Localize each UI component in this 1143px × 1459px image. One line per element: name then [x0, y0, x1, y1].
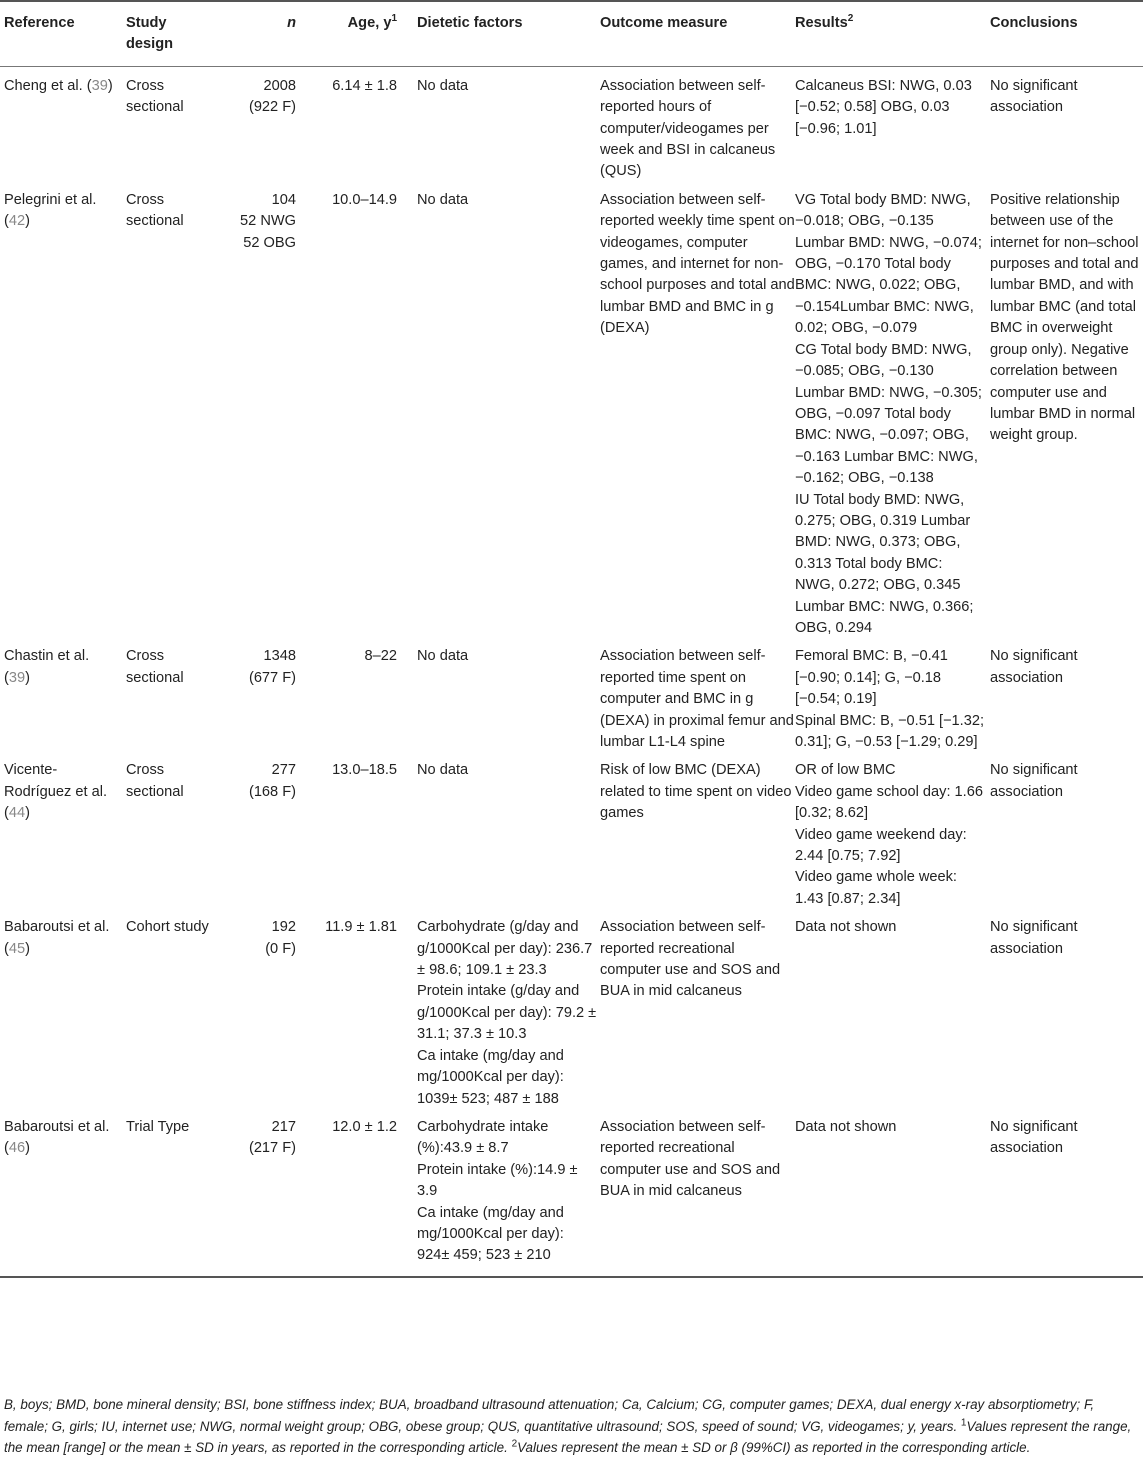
- header-dietetic-factors: Dietetic factors: [411, 1, 600, 66]
- outcome-text: Association between self-reported time spent on computer and BMC in g (DEXA) in proximal femur and lumbar L1-L4 spine: [600, 648, 794, 750]
- study-design-text: Cross sectional: [126, 648, 184, 686]
- cell-reference: Cheng et al. (39): [4, 77, 113, 94]
- footnote-mark-2: 2: [511, 1438, 518, 1450]
- cell-age: [310, 1113, 411, 1277]
- age-text: 13.0–18.5: [332, 762, 397, 779]
- cell-dietetic-factors: [411, 756, 600, 913]
- cell-conclusions: [990, 186, 1143, 643]
- cell-sample-size: [214, 913, 310, 1113]
- cell-outcome-measure: [600, 66, 795, 186]
- table-footnote: [4, 1394, 1139, 1459]
- sample-size-line: (922 F): [248, 99, 296, 116]
- header-study-design: Study design: [118, 1, 214, 66]
- results-line: Data not shown: [795, 1118, 897, 1135]
- cell-reference: Vicente-Rodríguez et al. (44): [4, 762, 108, 822]
- table-row: [0, 642, 1143, 756]
- conclusions-text: No significant association: [990, 919, 1078, 957]
- age-text: 6.14 ± 1.8: [332, 77, 397, 94]
- cell-outcome-measure: [600, 1113, 795, 1277]
- results-line: OR of low BMC: [795, 762, 896, 779]
- results-line: CG Total body BMD: NWG, −0.085; OBG, −0.130 Lumbar BMD: NWG, −0.305; OBG, −0.097 Total body BMC: NWG, −0.097; OBG, −0.163 Lumbar BMC: NWG, −0.162; OBG, −0.138: [795, 341, 982, 487]
- sample-size-line: 192: [271, 919, 296, 936]
- table-body: [0, 66, 1143, 1276]
- outcome-text: Risk of low BMC (DEXA) related to time spent on video games: [600, 762, 792, 822]
- dietetic-line: Protein intake (g/day and g/1000Kcal per day): 79.2 ± 31.1; 37.3 ± 10.3: [417, 983, 597, 1043]
- outcome-text: Association between self-reported weekly time spent on videogames, computer games, and internet for non-school purposes and total and lumbar BMD and BMC in g (DEXA): [600, 191, 795, 337]
- reference-number: 45: [8, 940, 26, 957]
- cell-reference: Babaroutsi et al. (46): [0, 1113, 118, 1277]
- cell-conclusions: [990, 1113, 1143, 1277]
- sample-size-line: 1348: [263, 648, 296, 665]
- cell-study-design: [118, 1113, 214, 1277]
- header-age: Age, $y^1$: [310, 1, 411, 66]
- dietetic-line: Carbohydrate (g/day and g/1000Kcal per day): 236.7 ± 98.6; 109.1 ± 23.3: [417, 919, 593, 979]
- footnote-mark-1: 1: [960, 1417, 967, 1429]
- cell-study-design: [118, 186, 214, 643]
- cell-dietetic-factors: [411, 186, 600, 643]
- reference-number: 39: [8, 669, 26, 686]
- cell-sample-size: [214, 186, 310, 643]
- conclusions-text: No significant association: [990, 1118, 1078, 1157]
- reference-number: 39: [91, 77, 108, 94]
- cell-age: [310, 913, 411, 1113]
- results-line: IU Total body BMD: NWG, 0.275; OBG, 0.319 Lumbar BMD: NWG, 0.373; OBG, 0.313 Total body BMC: NWG, 0.272; OBG, 0.345 Lumbar BMC: NWG, 0.366; OBG, 0.294: [795, 491, 974, 636]
- reference-author: Babaroutsi et al.: [4, 919, 110, 936]
- reference-author: Pelegrini et al.: [4, 191, 97, 208]
- footnote-note-2: Values represent the mean ± SD or β (99%CI) as reported in the corresponding article.: [517, 1440, 1031, 1456]
- cell-results: [795, 642, 990, 756]
- cell-age: [310, 642, 411, 756]
- dietetic-line: No data: [417, 77, 469, 94]
- dietetic-line: Protein intake (%):14.9 ± 3.9: [417, 1161, 578, 1200]
- cell-dietetic-factors: [411, 913, 600, 1113]
- cell-sample-size: [214, 642, 310, 756]
- dietetic-line: No data: [417, 762, 469, 779]
- reference-author: Babaroutsi et al.: [4, 1118, 110, 1135]
- table-header-row: [0, 1, 1143, 66]
- cell-conclusions: [990, 756, 1143, 913]
- dietetic-line: No data: [417, 648, 469, 665]
- results-line: Femoral BMC: B, −0.41 [−0.90; 0.14]; G, −0.18 [−0.54; 0.19]: [795, 648, 948, 708]
- reference-number: 44: [8, 805, 26, 822]
- table-row: [0, 186, 1143, 643]
- dietetic-line: Ca intake (mg/day and mg/1000Kcal per day): 1039± 523; 487 ± 188: [417, 1047, 564, 1107]
- reference-author: Cheng et al.: [4, 77, 83, 94]
- sample-size-line: 104: [271, 191, 296, 208]
- conclusions-text: No significant association: [990, 648, 1078, 686]
- cell-conclusions: [990, 642, 1143, 756]
- cell-outcome-measure: [600, 642, 795, 756]
- sample-size-line: 2008: [263, 77, 296, 94]
- age-text: 10.0–14.9: [332, 191, 397, 208]
- cell-reference: Pelegrini et al. (42): [4, 191, 97, 230]
- cell-dietetic-factors: [411, 1113, 600, 1277]
- results-line: Video game whole week: 1.43 [0.87; 2.34]: [795, 869, 957, 907]
- study-design-text: Trial Type: [126, 1118, 190, 1135]
- cell-conclusions: [990, 66, 1143, 186]
- study-design-text: Cross sectional: [126, 762, 184, 800]
- sample-size-line: (217 F): [248, 1140, 296, 1157]
- study-design-text: Cross sectional: [126, 77, 184, 116]
- age-text: 12.0 ± 1.2: [332, 1118, 397, 1135]
- header-reference: Reference: [0, 1, 118, 66]
- cell-sample-size: [214, 66, 310, 186]
- sample-size-line: 52 NWG: [240, 213, 296, 230]
- sample-size-line: (0 F): [265, 940, 296, 957]
- age-text: 11.9 ± 1.81: [325, 919, 397, 936]
- cell-age: [310, 66, 411, 186]
- reference-number: 42: [8, 213, 26, 230]
- study-design-text: Cross sectional: [126, 191, 184, 230]
- sample-size-line: (168 F): [248, 783, 296, 800]
- header-outcome-measure: Outcome measure: [600, 1, 795, 66]
- table-row: [0, 756, 1143, 913]
- cell-results: [795, 756, 990, 913]
- header-n: n: [214, 1, 310, 66]
- cell-results: [795, 186, 990, 643]
- cell-dietetic-factors: [411, 66, 600, 186]
- cell-study-design: [118, 756, 214, 913]
- outcome-text: Association between self-reported recreational computer use and SOS and BUA in mid calcaneus: [600, 1118, 781, 1200]
- cell-sample-size: [214, 756, 310, 913]
- cell-reference: Babaroutsi et al. (45): [4, 919, 110, 957]
- sample-size-line: (677 F): [248, 669, 296, 686]
- header-conclusions: Conclusions: [990, 1, 1143, 66]
- reference-author: Chastin et al.: [4, 648, 90, 665]
- cell-results: [795, 66, 990, 186]
- sample-size-line: 52 OBG: [243, 234, 296, 251]
- cell-results: [795, 913, 990, 1113]
- cell-dietetic-factors: [411, 642, 600, 756]
- table-row: [0, 913, 1143, 1113]
- dietetic-line: No data: [417, 191, 469, 208]
- outcome-text: Association between self-reported recreational computer use and SOS and BUA in mid calcaneus: [600, 919, 781, 1000]
- conclusions-text: No significant association: [990, 77, 1078, 116]
- cell-study-design: [118, 642, 214, 756]
- cell-outcome-measure: [600, 186, 795, 643]
- dietetic-line: Ca intake (mg/day and mg/1000Kcal per day): 924± 459; 523 ± 210: [417, 1204, 564, 1264]
- table-row: [0, 1113, 1143, 1277]
- results-line: Video game weekend day: 2.44 [0.75; 7.92]: [795, 826, 967, 865]
- footnote-note-1: Values represent the range, the mean [range] or the mean ± SD in years, as reported in the corresponding article.: [4, 1418, 1132, 1456]
- reference-author: Vicente-Rodríguez et al.: [4, 762, 108, 800]
- cell-conclusions: [990, 913, 1143, 1113]
- sample-size-line: 217: [271, 1118, 296, 1135]
- table-row: [0, 66, 1143, 186]
- cell-reference: Chastin et al. (39): [4, 648, 90, 686]
- conclusions-text: No significant association: [990, 762, 1078, 800]
- cell-results: [795, 1113, 990, 1277]
- footnote-abbreviations: B, boys; BMD, bone mineral density; BSI, bone stiffness index; BUA, broadband ultrasound attenuation; Ca, Calcium; CG, computer games; DEXA, dual energy x-ray absorptiometry; F, female; G, girls; IU, internet use; NWG, normal weight group; OBG, obese group; QUS, quantitative ultrasound; SOS, speed of sound; VG, videogames; y, years.: [4, 1397, 1095, 1434]
- cell-outcome-measure: [600, 913, 795, 1113]
- cell-age: [310, 756, 411, 913]
- reference-number: 46: [8, 1140, 26, 1157]
- cell-outcome-measure: [600, 756, 795, 913]
- results-line: Calcaneus BSI: NWG, 0.03 [−0.52; 0.58] OBG, 0.03 [−0.96; 1.01]: [795, 77, 972, 137]
- results-line: Spinal BMC: B, −0.51 [−1.32; 0.31]; G, −0.53 [−1.29; 0.29]: [795, 712, 985, 750]
- study-design-text: Cohort study: [126, 919, 209, 936]
- age-text: 8–22: [364, 648, 397, 665]
- results-line: Video game school day: 1.66 [0.32; 8.62]: [795, 783, 983, 822]
- header-results: Results$^2$: [795, 1, 990, 66]
- results-line: Data not shown: [795, 919, 897, 936]
- cell-study-design: [118, 66, 214, 186]
- conclusions-text: Positive relationship between use of the internet for non–school purposes and total and lumbar BMD, and with lumbar BMC (and total BMC in overweight group only). Negative correlation between computer use and lumbar BMD in normal weight group.: [990, 191, 1139, 444]
- cell-sample-size: [214, 1113, 310, 1277]
- cell-age: [310, 186, 411, 643]
- sample-size-line: 277: [271, 762, 296, 779]
- outcome-text: Association between self-reported hours of computer/videogames per week and BSI in calcaneus (QUS): [600, 77, 776, 180]
- dietetic-line: Carbohydrate intake (%):43.9 ± 8.7: [417, 1118, 549, 1157]
- results-line: VG Total body BMD: NWG, −0.018; OBG, −0.135 Lumbar BMD: NWG, −0.074; OBG, −0.170 Total body BMC: NWG, 0.022; OBG, −0.154Lumbar BMC: NWG, 0.02; OBG, −0.079: [795, 191, 982, 337]
- cell-study-design: [118, 913, 214, 1113]
